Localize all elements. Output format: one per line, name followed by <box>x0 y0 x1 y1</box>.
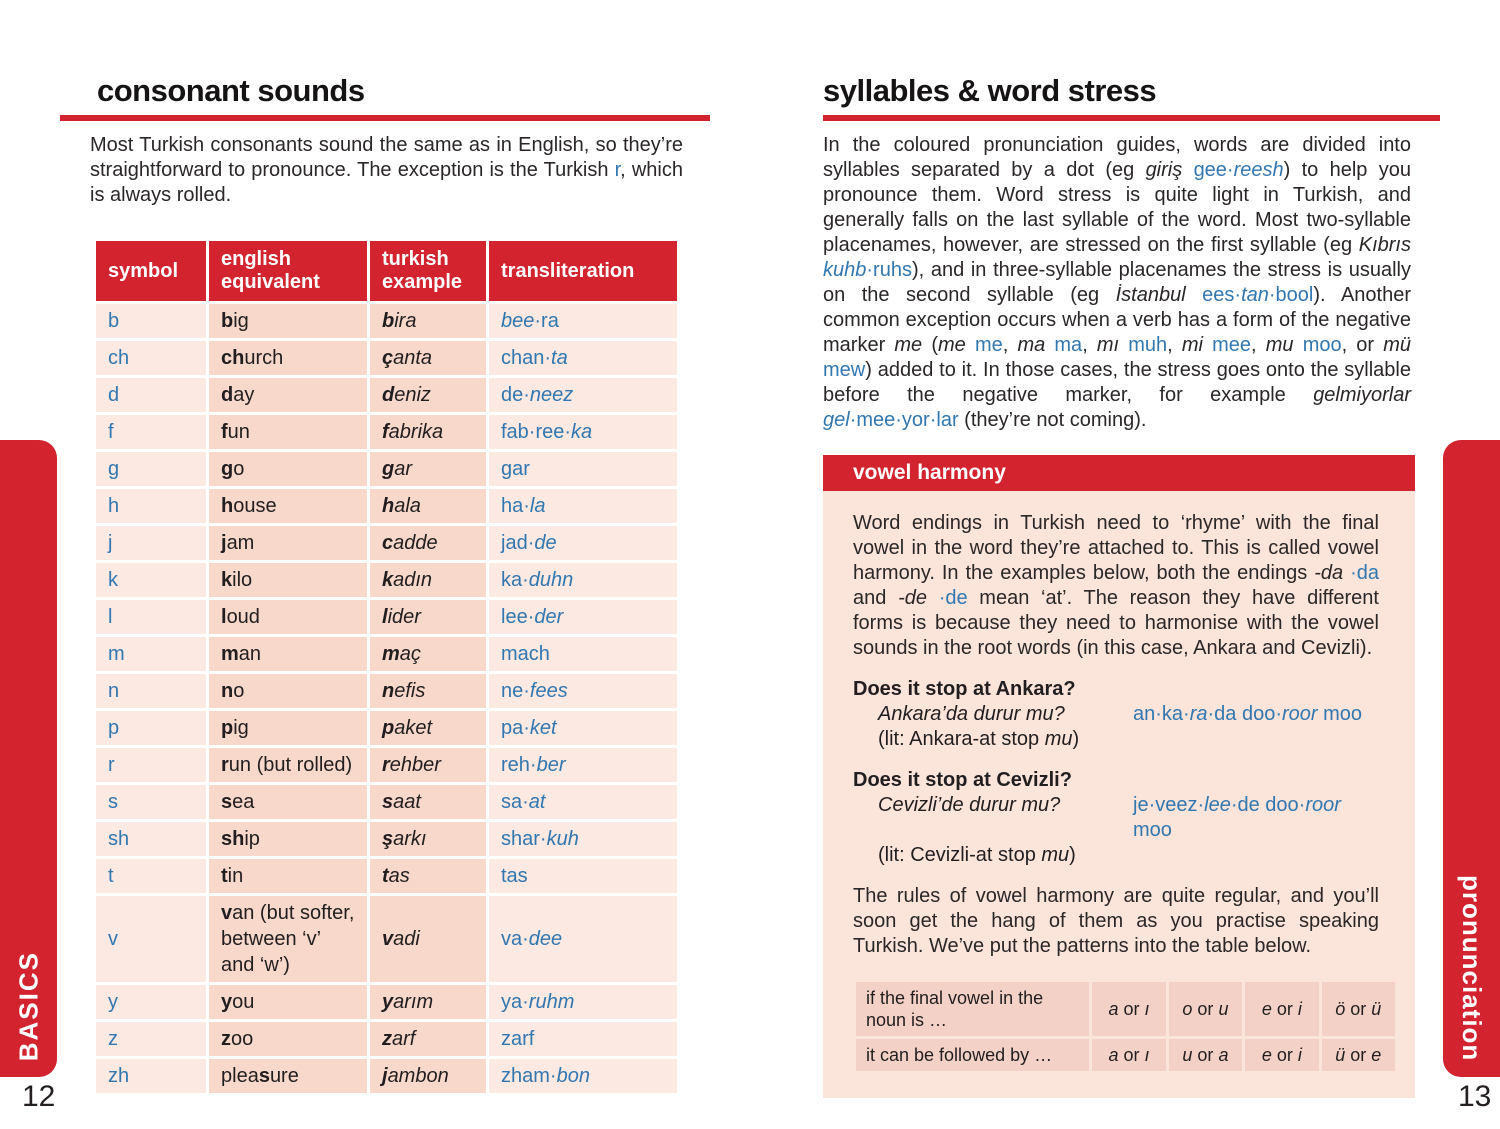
table-row <box>96 674 677 708</box>
syllables-intro: In the coloured pronunciation guides, words are divided into syllables separated by a dot (eg giriş gee·reesh) to help you pronounce them. Word stress is quite light in Turkish, and generally falls on the last syllable of the word. Most two-syllable placenames, however, are stressed on the first syllable (eg Kıbrıs kuhb·ruhs), and in three-syllable placenames the stress is usually on the second syllable (eg İstanbul ees·tan·bool). Another common exception occurs when a verb has a form of the negative marker me (me me, ma ma, mı muh, mi mee, mu moo, or mü mew) added to it. In those cases, the stress goes onto the syllable before the negative marker, for example gelmiyorlar gel·mee·yor·lar (they’re not coming). <box>823 134 1412 431</box>
symbol-cell: y <box>96 985 206 1019</box>
example-pronunciation: an·ka·ra·da doo·roor moo <box>1133 703 1363 725</box>
vowel-cell: e or i <box>1245 982 1318 1036</box>
translit-cell: va·dee <box>489 896 677 982</box>
example-literal: (lit: Cevizli-at stop mu) <box>878 844 1076 866</box>
example-question: Does it stop at Cevizli? <box>853 769 1072 791</box>
translit-cell: bee·ra <box>489 304 677 338</box>
translit-cell: ya·ruhm <box>489 985 677 1019</box>
example-block <box>853 677 1379 752</box>
symbol-cell: g <box>96 452 206 486</box>
translit-cell: ka·duhn <box>489 563 677 597</box>
turkish-cell: fabrika <box>370 415 486 449</box>
table-row <box>96 563 677 597</box>
table-row <box>96 415 677 449</box>
example-turkish: Ankara’da durur mu? <box>878 703 1065 725</box>
english-cell: pleasure <box>209 1059 367 1093</box>
table-row <box>856 1039 1395 1071</box>
turkish-cell: çanta <box>370 341 486 375</box>
english-cell: sea <box>209 785 367 819</box>
turkish-cell: jambon <box>370 1059 486 1093</box>
vowel-cell: o or u <box>1169 982 1242 1036</box>
table-row <box>96 304 677 338</box>
table-row <box>96 378 677 412</box>
turkish-cell: bira <box>370 304 486 338</box>
table-row <box>96 1059 677 1093</box>
vowel-harmony-box <box>823 455 1415 1098</box>
translit-cell: lee·der <box>489 600 677 634</box>
vowel-cell: a or ı <box>1092 1039 1165 1071</box>
consonant-table-header <box>96 241 677 301</box>
example-literal: (lit: Ankara-at stop mu) <box>878 728 1080 750</box>
english-cell: no <box>209 674 367 708</box>
consonant-table <box>93 238 680 1096</box>
vowel-row-label: it can be followed by … <box>856 1039 1089 1071</box>
translit-cell: gar <box>489 452 677 486</box>
symbol-cell: f <box>96 415 206 449</box>
section-tab-basics-label: BASICS <box>13 950 43 1061</box>
turkish-cell: yarım <box>370 985 486 1019</box>
symbol-cell: s <box>96 785 206 819</box>
symbol-cell: m <box>96 637 206 671</box>
table-row <box>96 637 677 671</box>
turkish-cell: saat <box>370 785 486 819</box>
table-row <box>96 341 677 375</box>
vowel-cell: a or ı <box>1092 982 1165 1036</box>
turkish-cell: cadde <box>370 526 486 560</box>
example-row <box>878 793 1379 843</box>
example-question: Does it stop at Ankara? <box>853 678 1076 700</box>
symbol-cell: d <box>96 378 206 412</box>
header-symbol: symbol <box>96 241 206 301</box>
page-right <box>823 74 1440 1098</box>
symbol-cell: sh <box>96 822 206 856</box>
title-rule <box>823 115 1440 121</box>
header-transliteration: transliteration <box>489 241 677 301</box>
turkish-cell: şarkı <box>370 822 486 856</box>
english-cell: loud <box>209 600 367 634</box>
translit-cell: pa·ket <box>489 711 677 745</box>
symbol-cell: l <box>96 600 206 634</box>
turkish-cell: gar <box>370 452 486 486</box>
turkish-cell: kadın <box>370 563 486 597</box>
turkish-cell: vadi <box>370 896 486 982</box>
symbol-cell: h <box>96 489 206 523</box>
header-turkish-example: turkish example <box>370 241 486 301</box>
english-cell: big <box>209 304 367 338</box>
example-pronunciation: je·veez·lee·de doo·roor moo <box>1133 794 1341 841</box>
symbol-cell: r <box>96 748 206 782</box>
english-cell: day <box>209 378 367 412</box>
example-row <box>878 702 1379 727</box>
english-cell: run (but rolled) <box>209 748 367 782</box>
table-row <box>856 982 1395 1036</box>
translit-cell: zham·bon <box>489 1059 677 1093</box>
table-row <box>96 985 677 1019</box>
translit-cell: ha·la <box>489 489 677 523</box>
translit-cell: chan·ta <box>489 341 677 375</box>
english-cell: you <box>209 985 367 1019</box>
section-title-consonant-sounds: consonant sounds <box>97 73 365 108</box>
english-cell: kilo <box>209 563 367 597</box>
vowel-row-label: if the final vowel in the noun is … <box>856 982 1089 1036</box>
english-cell: man <box>209 637 367 671</box>
section-tab-pronunciation <box>1443 440 1500 1077</box>
english-cell: jam <box>209 526 367 560</box>
translit-cell: jad·de <box>489 526 677 560</box>
vowel-cell: ü or e <box>1322 1039 1395 1071</box>
table-row <box>96 526 677 560</box>
translit-cell: mach <box>489 637 677 671</box>
vowel-harmony-body <box>823 491 1415 1098</box>
translit-cell: tas <box>489 859 677 893</box>
table-row <box>96 822 677 856</box>
translit-cell: shar·kuh <box>489 822 677 856</box>
header-english-equivalent: english equivalent <box>209 241 367 301</box>
page-left <box>60 74 710 1096</box>
english-cell: tin <box>209 859 367 893</box>
turkish-cell: hala <box>370 489 486 523</box>
translit-cell: sa·at <box>489 785 677 819</box>
translit-cell: ne·fees <box>489 674 677 708</box>
table-row <box>96 711 677 745</box>
translit-cell: fab·ree·ka <box>489 415 677 449</box>
table-row <box>96 748 677 782</box>
symbol-cell: zh <box>96 1059 206 1093</box>
symbol-cell: b <box>96 304 206 338</box>
english-cell: zoo <box>209 1022 367 1056</box>
translit-cell: reh·ber <box>489 748 677 782</box>
table-row <box>96 896 677 982</box>
turkish-cell: zarf <box>370 1022 486 1056</box>
symbol-cell: z <box>96 1022 206 1056</box>
english-cell: fun <box>209 415 367 449</box>
symbol-cell: t <box>96 859 206 893</box>
symbol-cell: n <box>96 674 206 708</box>
english-cell: van (but softer, between ‘v’ and ‘w’) <box>209 896 367 982</box>
vowel-cell: e or i <box>1245 1039 1318 1071</box>
table-row <box>96 452 677 486</box>
english-cell: pig <box>209 711 367 745</box>
section-title-syllables-word-stress: syllables & word stress <box>823 73 1157 108</box>
symbol-cell: j <box>96 526 206 560</box>
table-row <box>96 859 677 893</box>
example-turkish: Cevizli’de durur mu? <box>878 794 1061 816</box>
table-row <box>96 489 677 523</box>
english-cell: church <box>209 341 367 375</box>
turkish-cell: maç <box>370 637 486 671</box>
vowel-harmony-paragraph-2: The rules of vowel harmony are quite regular, and you’ll soon get the hang of them as you practise speaking Turkish. We’ve put the patterns into the table below. <box>853 885 1379 957</box>
english-cell: house <box>209 489 367 523</box>
english-cell: go <box>209 452 367 486</box>
title-rule <box>60 115 710 121</box>
table-row <box>96 785 677 819</box>
section-tab-basics <box>0 440 57 1077</box>
page-number-left: 12 <box>22 1080 56 1113</box>
vowel-harmony-table <box>853 979 1398 1074</box>
turkish-cell: rehber <box>370 748 486 782</box>
symbol-cell: v <box>96 896 206 982</box>
translit-cell: zarf <box>489 1022 677 1056</box>
symbol-cell: k <box>96 563 206 597</box>
consonant-intro: Most Turkish consonants sound the same as in English, so they’re straightforward to pronounce. The exception is the Turkish r, which is always rolled. <box>90 134 683 206</box>
example-block <box>853 768 1379 868</box>
symbol-cell: ch <box>96 341 206 375</box>
page-number-right: 13 <box>1458 1080 1492 1113</box>
turkish-cell: deniz <box>370 378 486 412</box>
turkish-cell: lider <box>370 600 486 634</box>
vowel-harmony-paragraph: Word endings in Turkish need to ‘rhyme’ with the final vowel in the word they’re attached to. This is called vowel harmony. In the examples below, both the endings -da ·da and -de ·de mean ‘at’. The reason they have different forms is because they need to harmonise with the vowel sounds in the root words (in this case, Ankara and Cevizli). <box>853 512 1379 659</box>
table-row <box>96 1022 677 1056</box>
translit-cell: de·neez <box>489 378 677 412</box>
vowel-cell: ö or ü <box>1322 982 1395 1036</box>
symbol-cell: p <box>96 711 206 745</box>
turkish-cell: paket <box>370 711 486 745</box>
english-cell: ship <box>209 822 367 856</box>
turkish-cell: nefis <box>370 674 486 708</box>
vowel-harmony-heading: vowel harmony <box>823 455 1415 491</box>
table-row <box>96 600 677 634</box>
turkish-cell: tas <box>370 859 486 893</box>
vowel-cell: u or a <box>1169 1039 1242 1071</box>
section-tab-pronunciation-label: pronunciation <box>1457 874 1487 1061</box>
